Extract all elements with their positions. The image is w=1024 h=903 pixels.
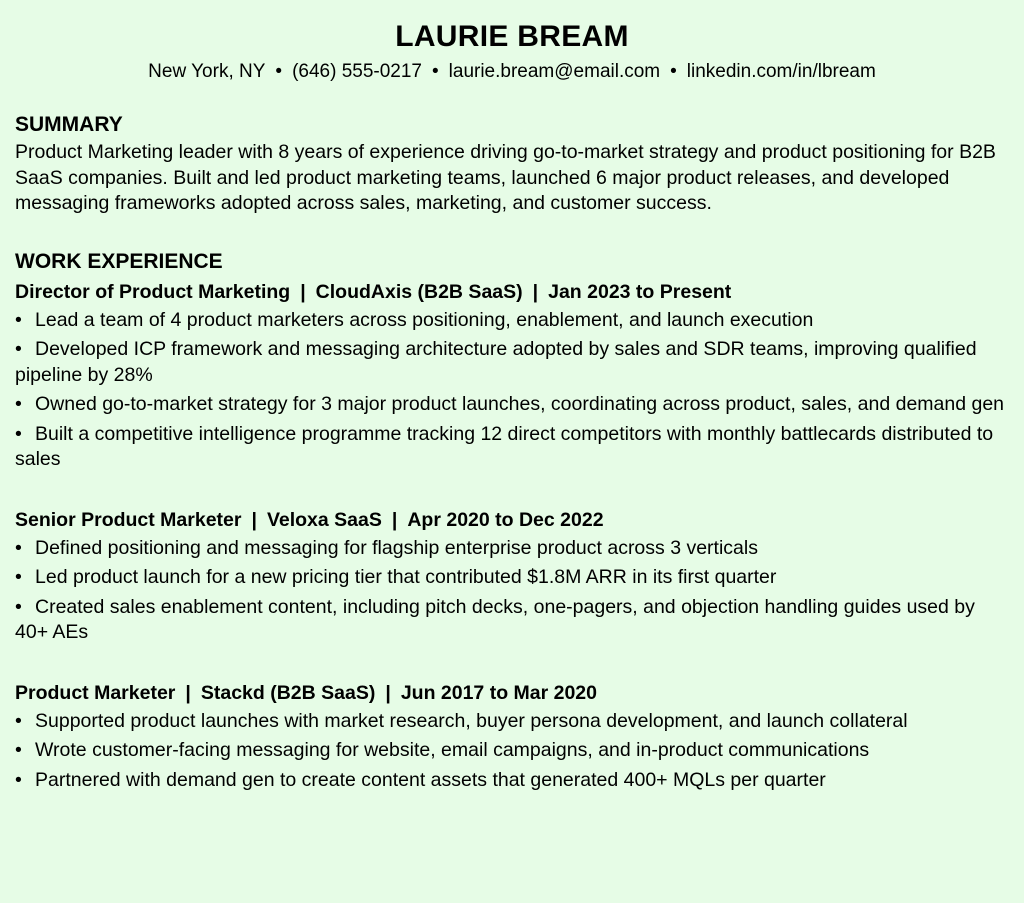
job-bullet bbox=[15, 768, 1009, 794]
bullet-text: Developed ICP framework and messaging architecture adopted by sales and SDR teams, improving qualified pipeline by 28% bbox=[15, 338, 977, 386]
job-bullet bbox=[15, 738, 1009, 764]
bullet-text: Built a competitive intelligence programme tracking 12 direct competitors with monthly battlecards distributed to sales bbox=[15, 422, 994, 470]
job-bullet bbox=[15, 595, 1009, 646]
contact-location: New York, NY bbox=[148, 61, 266, 82]
job-dates: Jan 2023 to Present bbox=[548, 280, 732, 303]
contact-separator: • bbox=[432, 61, 439, 82]
bullet-marker: • bbox=[15, 308, 22, 331]
contact-separator: • bbox=[275, 61, 283, 82]
job-role: Senior Product Marketer bbox=[15, 508, 242, 531]
summary-heading: SUMMARY bbox=[15, 113, 123, 136]
job-entry bbox=[15, 279, 1009, 473]
contact-separator: • bbox=[670, 61, 677, 82]
job-bullet bbox=[15, 422, 1009, 473]
header-divider: | bbox=[532, 280, 539, 303]
contact-linkedin: linkedin.com/in/lbream bbox=[686, 61, 876, 82]
job-bullet bbox=[15, 392, 1009, 418]
bullet-marker: • bbox=[15, 768, 22, 791]
header-divider: | bbox=[185, 681, 191, 704]
header-divider: | bbox=[300, 280, 306, 303]
bullet-text: Partnered with demand gen to create content assets that generated 400+ MQLs per quarter bbox=[35, 768, 826, 791]
job-entry bbox=[15, 680, 1009, 794]
header-divider: | bbox=[385, 681, 391, 704]
resume-page bbox=[15, 18, 1009, 797]
job-entry bbox=[15, 507, 1009, 646]
job-role: Director of Product Marketing bbox=[15, 280, 291, 303]
job-company: CloudAxis (B2B SaaS) bbox=[315, 280, 523, 303]
job-dates: Apr 2020 to Dec 2022 bbox=[407, 508, 604, 531]
job-bullet bbox=[15, 308, 1009, 334]
contact-line bbox=[15, 59, 1009, 85]
contact-phone: (646) 555-0217 bbox=[292, 61, 422, 82]
job-company: Stackd (B2B SaaS) bbox=[200, 681, 376, 704]
bullet-marker: • bbox=[15, 739, 22, 761]
bullet-marker: • bbox=[15, 393, 22, 415]
bullet-text: Led product launch for a new pricing tier that contributed $1.8M ARR in its first quarter bbox=[35, 566, 777, 588]
candidate-name: LAURIE BREAM bbox=[395, 20, 629, 53]
job-role: Product Marketer bbox=[15, 681, 176, 704]
bullet-text: Supported product launches with market research, buyer persona development, and launch collateral bbox=[35, 709, 908, 732]
job-dates: Jun 2017 to Mar 2020 bbox=[400, 681, 597, 704]
job-bullet bbox=[15, 536, 1009, 562]
job-company: Veloxa SaaS bbox=[266, 508, 382, 531]
job-bullet bbox=[15, 565, 1009, 591]
header-divider: | bbox=[251, 508, 257, 531]
bullet-marker: • bbox=[15, 709, 22, 732]
header-divider: | bbox=[391, 508, 398, 531]
contact-email: laurie.bream@email.com bbox=[448, 61, 661, 82]
bullet-text: Defined positioning and messaging for flagship enterprise product across 3 verticals bbox=[35, 536, 758, 559]
job-list bbox=[15, 279, 1009, 794]
bullet-marker: • bbox=[15, 566, 22, 588]
bullet-marker: • bbox=[15, 338, 22, 360]
summary-text: Product Marketing leader with 8 years of experience driving go-to-market strategy and product positioning for B2B SaaS companies. Built and led product marketing teams, launched 6 major product releases, and developed messaging frameworks adopted across sales, marketing, and customer success. bbox=[15, 141, 996, 214]
job-header bbox=[15, 279, 1009, 305]
job-bullet bbox=[15, 337, 1009, 388]
bullet-text: Owned go-to-market strategy for 3 major product launches, coordinating across product, sales, and demand gen bbox=[35, 393, 1005, 415]
bullet-text: Lead a team of 4 product marketers across positioning, enablement, and launch execution bbox=[35, 308, 814, 331]
job-header bbox=[15, 680, 1009, 706]
job-bullet bbox=[15, 709, 1009, 735]
bullet-text: Wrote customer-facing messaging for website, email campaigns, and in-product communications bbox=[35, 739, 870, 761]
bullet-marker: • bbox=[15, 536, 22, 559]
bullet-marker: • bbox=[15, 422, 22, 445]
work-experience-heading: WORK EXPERIENCE bbox=[15, 249, 223, 273]
bullet-marker: • bbox=[15, 595, 22, 618]
bullet-text: Created sales enablement content, including pitch decks, one-pagers, and objection handling guides used by 40+ AEs bbox=[15, 595, 975, 643]
job-header bbox=[15, 507, 1009, 533]
